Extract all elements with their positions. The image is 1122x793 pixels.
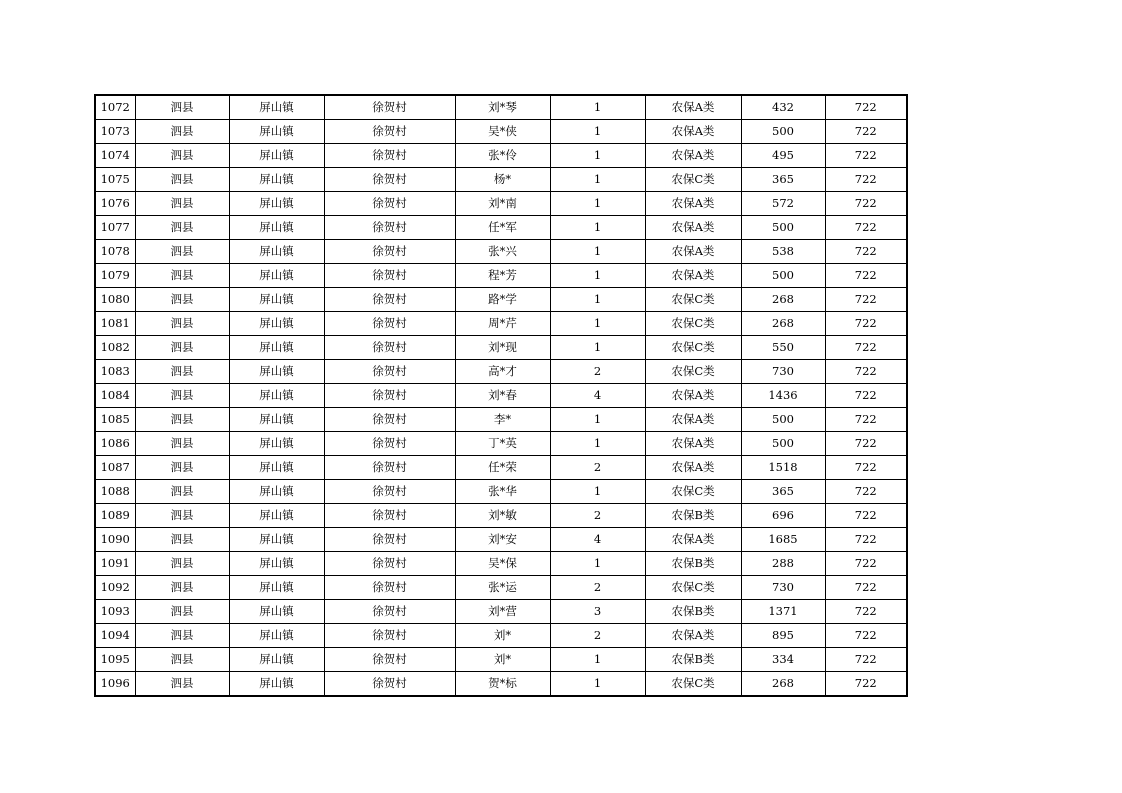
table-row xyxy=(95,456,907,480)
village-cell: 徐贺村 xyxy=(324,552,455,576)
county-cell: 泗县 xyxy=(135,456,229,480)
household-count-cell: 1 xyxy=(550,95,645,120)
row-number-cell: 1076 xyxy=(95,192,135,216)
town-cell: 屏山镇 xyxy=(229,648,324,672)
name-cell: 刘*琴 xyxy=(455,95,550,120)
table-row xyxy=(95,192,907,216)
county-cell: 泗县 xyxy=(135,576,229,600)
household-count-cell: 1 xyxy=(550,192,645,216)
code-cell: 722 xyxy=(825,168,907,192)
row-number-cell: 1081 xyxy=(95,312,135,336)
county-cell: 泗县 xyxy=(135,408,229,432)
name-cell: 吴*侠 xyxy=(455,120,550,144)
name-cell: 吴*保 xyxy=(455,552,550,576)
village-cell: 徐贺村 xyxy=(324,240,455,264)
table-row xyxy=(95,432,907,456)
category-cell: 农保A类 xyxy=(645,216,741,240)
category-cell: 农保B类 xyxy=(645,600,741,624)
category-cell: 农保A类 xyxy=(645,384,741,408)
household-count-cell: 2 xyxy=(550,456,645,480)
code-cell: 722 xyxy=(825,192,907,216)
amount-cell: 365 xyxy=(741,168,825,192)
village-cell: 徐贺村 xyxy=(324,600,455,624)
table-row xyxy=(95,528,907,552)
amount-cell: 500 xyxy=(741,408,825,432)
category-cell: 农保C类 xyxy=(645,480,741,504)
household-count-cell: 1 xyxy=(550,240,645,264)
household-count-cell: 1 xyxy=(550,288,645,312)
table-row xyxy=(95,576,907,600)
county-cell: 泗县 xyxy=(135,552,229,576)
town-cell: 屏山镇 xyxy=(229,240,324,264)
category-cell: 农保A类 xyxy=(645,528,741,552)
town-cell: 屏山镇 xyxy=(229,384,324,408)
name-cell: 刘*春 xyxy=(455,384,550,408)
village-cell: 徐贺村 xyxy=(324,432,455,456)
table-row xyxy=(95,144,907,168)
amount-cell: 334 xyxy=(741,648,825,672)
code-cell: 722 xyxy=(825,528,907,552)
code-cell: 722 xyxy=(825,216,907,240)
row-number-cell: 1096 xyxy=(95,672,135,697)
amount-cell: 696 xyxy=(741,504,825,528)
village-cell: 徐贺村 xyxy=(324,576,455,600)
town-cell: 屏山镇 xyxy=(229,216,324,240)
village-cell: 徐贺村 xyxy=(324,648,455,672)
code-cell: 722 xyxy=(825,672,907,697)
town-cell: 屏山镇 xyxy=(229,288,324,312)
code-cell: 722 xyxy=(825,312,907,336)
name-cell: 刘* xyxy=(455,624,550,648)
table-row xyxy=(95,552,907,576)
code-cell: 722 xyxy=(825,288,907,312)
county-cell: 泗县 xyxy=(135,240,229,264)
village-cell: 徐贺村 xyxy=(324,120,455,144)
category-cell: 农保A类 xyxy=(645,120,741,144)
code-cell: 722 xyxy=(825,648,907,672)
town-cell: 屏山镇 xyxy=(229,528,324,552)
amount-cell: 895 xyxy=(741,624,825,648)
county-cell: 泗县 xyxy=(135,672,229,697)
name-cell: 高*才 xyxy=(455,360,550,384)
amount-cell: 538 xyxy=(741,240,825,264)
table-row xyxy=(95,264,907,288)
household-count-cell: 2 xyxy=(550,360,645,384)
household-count-cell: 1 xyxy=(550,432,645,456)
amount-cell: 572 xyxy=(741,192,825,216)
code-cell: 722 xyxy=(825,336,907,360)
code-cell: 722 xyxy=(825,456,907,480)
name-cell: 刘* xyxy=(455,648,550,672)
household-count-cell: 1 xyxy=(550,480,645,504)
category-cell: 农保B类 xyxy=(645,504,741,528)
village-cell: 徐贺村 xyxy=(324,528,455,552)
table-row xyxy=(95,360,907,384)
household-count-cell: 4 xyxy=(550,384,645,408)
row-number-cell: 1078 xyxy=(95,240,135,264)
code-cell: 722 xyxy=(825,504,907,528)
row-number-cell: 1087 xyxy=(95,456,135,480)
town-cell: 屏山镇 xyxy=(229,192,324,216)
category-cell: 农保C类 xyxy=(645,576,741,600)
county-cell: 泗县 xyxy=(135,120,229,144)
amount-cell: 500 xyxy=(741,432,825,456)
code-cell: 722 xyxy=(825,600,907,624)
amount-cell: 365 xyxy=(741,480,825,504)
household-count-cell: 1 xyxy=(550,264,645,288)
village-cell: 徐贺村 xyxy=(324,264,455,288)
village-cell: 徐贺村 xyxy=(324,504,455,528)
category-cell: 农保C类 xyxy=(645,360,741,384)
county-cell: 泗县 xyxy=(135,312,229,336)
code-cell: 722 xyxy=(825,264,907,288)
name-cell: 刘*现 xyxy=(455,336,550,360)
name-cell: 任*军 xyxy=(455,216,550,240)
row-number-cell: 1091 xyxy=(95,552,135,576)
name-cell: 张*华 xyxy=(455,480,550,504)
town-cell: 屏山镇 xyxy=(229,360,324,384)
village-cell: 徐贺村 xyxy=(324,624,455,648)
row-number-cell: 1072 xyxy=(95,95,135,120)
county-cell: 泗县 xyxy=(135,192,229,216)
village-cell: 徐贺村 xyxy=(324,336,455,360)
household-count-cell: 4 xyxy=(550,528,645,552)
name-cell: 程*芳 xyxy=(455,264,550,288)
row-number-cell: 1082 xyxy=(95,336,135,360)
county-cell: 泗县 xyxy=(135,528,229,552)
table-row xyxy=(95,504,907,528)
row-number-cell: 1090 xyxy=(95,528,135,552)
amount-cell: 730 xyxy=(741,576,825,600)
row-number-cell: 1095 xyxy=(95,648,135,672)
table-row xyxy=(95,672,907,697)
row-number-cell: 1084 xyxy=(95,384,135,408)
village-cell: 徐贺村 xyxy=(324,144,455,168)
category-cell: 农保A类 xyxy=(645,240,741,264)
household-count-cell: 1 xyxy=(550,120,645,144)
row-number-cell: 1092 xyxy=(95,576,135,600)
name-cell: 任*荣 xyxy=(455,456,550,480)
town-cell: 屏山镇 xyxy=(229,264,324,288)
household-count-cell: 1 xyxy=(550,552,645,576)
household-count-cell: 1 xyxy=(550,144,645,168)
village-cell: 徐贺村 xyxy=(324,456,455,480)
village-cell: 徐贺村 xyxy=(324,672,455,697)
county-cell: 泗县 xyxy=(135,480,229,504)
category-cell: 农保B类 xyxy=(645,648,741,672)
category-cell: 农保A类 xyxy=(645,144,741,168)
row-number-cell: 1093 xyxy=(95,600,135,624)
county-cell: 泗县 xyxy=(135,288,229,312)
name-cell: 贺*标 xyxy=(455,672,550,697)
town-cell: 屏山镇 xyxy=(229,168,324,192)
table-row xyxy=(95,648,907,672)
code-cell: 722 xyxy=(825,624,907,648)
county-cell: 泗县 xyxy=(135,264,229,288)
row-number-cell: 1077 xyxy=(95,216,135,240)
amount-cell: 1371 xyxy=(741,600,825,624)
name-cell: 刘*敏 xyxy=(455,504,550,528)
code-cell: 722 xyxy=(825,240,907,264)
town-cell: 屏山镇 xyxy=(229,456,324,480)
village-cell: 徐贺村 xyxy=(324,168,455,192)
town-cell: 屏山镇 xyxy=(229,624,324,648)
row-number-cell: 1080 xyxy=(95,288,135,312)
amount-cell: 268 xyxy=(741,312,825,336)
amount-cell: 550 xyxy=(741,336,825,360)
town-cell: 屏山镇 xyxy=(229,408,324,432)
row-number-cell: 1074 xyxy=(95,144,135,168)
row-number-cell: 1086 xyxy=(95,432,135,456)
name-cell: 丁*英 xyxy=(455,432,550,456)
household-count-cell: 1 xyxy=(550,168,645,192)
amount-cell: 730 xyxy=(741,360,825,384)
category-cell: 农保A类 xyxy=(645,408,741,432)
household-count-cell: 3 xyxy=(550,600,645,624)
code-cell: 722 xyxy=(825,384,907,408)
household-count-cell: 1 xyxy=(550,648,645,672)
category-cell: 农保A类 xyxy=(645,264,741,288)
code-cell: 722 xyxy=(825,432,907,456)
row-number-cell: 1085 xyxy=(95,408,135,432)
row-number-cell: 1079 xyxy=(95,264,135,288)
table-row xyxy=(95,312,907,336)
table-row xyxy=(95,120,907,144)
category-cell: 农保A类 xyxy=(645,432,741,456)
household-count-cell: 1 xyxy=(550,216,645,240)
amount-cell: 1685 xyxy=(741,528,825,552)
village-cell: 徐贺村 xyxy=(324,216,455,240)
town-cell: 屏山镇 xyxy=(229,552,324,576)
table-row xyxy=(95,95,907,120)
table-row xyxy=(95,288,907,312)
table-row xyxy=(95,624,907,648)
amount-cell: 268 xyxy=(741,288,825,312)
amount-cell: 432 xyxy=(741,95,825,120)
village-cell: 徐贺村 xyxy=(324,192,455,216)
category-cell: 农保A类 xyxy=(645,192,741,216)
name-cell: 刘*营 xyxy=(455,600,550,624)
amount-cell: 500 xyxy=(741,264,825,288)
town-cell: 屏山镇 xyxy=(229,312,324,336)
county-cell: 泗县 xyxy=(135,384,229,408)
name-cell: 路*学 xyxy=(455,288,550,312)
household-count-cell: 1 xyxy=(550,312,645,336)
household-count-cell: 2 xyxy=(550,504,645,528)
county-cell: 泗县 xyxy=(135,336,229,360)
name-cell: 李* xyxy=(455,408,550,432)
table-row xyxy=(95,336,907,360)
table-row xyxy=(95,408,907,432)
county-cell: 泗县 xyxy=(135,432,229,456)
name-cell: 张*兴 xyxy=(455,240,550,264)
code-cell: 722 xyxy=(825,576,907,600)
table-row xyxy=(95,240,907,264)
data-table xyxy=(94,94,908,697)
table-row xyxy=(95,480,907,504)
amount-cell: 268 xyxy=(741,672,825,697)
village-cell: 徐贺村 xyxy=(324,312,455,336)
table-row xyxy=(95,600,907,624)
village-cell: 徐贺村 xyxy=(324,480,455,504)
row-number-cell: 1094 xyxy=(95,624,135,648)
village-cell: 徐贺村 xyxy=(324,360,455,384)
town-cell: 屏山镇 xyxy=(229,120,324,144)
category-cell: 农保A类 xyxy=(645,624,741,648)
name-cell: 刘*安 xyxy=(455,528,550,552)
table-row xyxy=(95,168,907,192)
table-row xyxy=(95,216,907,240)
amount-cell: 500 xyxy=(741,216,825,240)
town-cell: 屏山镇 xyxy=(229,480,324,504)
code-cell: 722 xyxy=(825,120,907,144)
code-cell: 722 xyxy=(825,552,907,576)
county-cell: 泗县 xyxy=(135,624,229,648)
table-row xyxy=(95,384,907,408)
document-page xyxy=(94,94,908,697)
amount-cell: 495 xyxy=(741,144,825,168)
amount-cell: 288 xyxy=(741,552,825,576)
name-cell: 张*运 xyxy=(455,576,550,600)
category-cell: 农保A类 xyxy=(645,95,741,120)
code-cell: 722 xyxy=(825,408,907,432)
household-count-cell: 2 xyxy=(550,624,645,648)
row-number-cell: 1083 xyxy=(95,360,135,384)
category-cell: 农保C类 xyxy=(645,672,741,697)
category-cell: 农保C类 xyxy=(645,288,741,312)
town-cell: 屏山镇 xyxy=(229,95,324,120)
category-cell: 农保C类 xyxy=(645,168,741,192)
town-cell: 屏山镇 xyxy=(229,600,324,624)
code-cell: 722 xyxy=(825,95,907,120)
county-cell: 泗县 xyxy=(135,600,229,624)
village-cell: 徐贺村 xyxy=(324,408,455,432)
county-cell: 泗县 xyxy=(135,648,229,672)
household-count-cell: 2 xyxy=(550,576,645,600)
town-cell: 屏山镇 xyxy=(229,576,324,600)
code-cell: 722 xyxy=(825,144,907,168)
amount-cell: 1436 xyxy=(741,384,825,408)
amount-cell: 500 xyxy=(741,120,825,144)
name-cell: 周*芹 xyxy=(455,312,550,336)
village-cell: 徐贺村 xyxy=(324,95,455,120)
category-cell: 农保B类 xyxy=(645,552,741,576)
village-cell: 徐贺村 xyxy=(324,384,455,408)
row-number-cell: 1089 xyxy=(95,504,135,528)
town-cell: 屏山镇 xyxy=(229,672,324,697)
row-number-cell: 1088 xyxy=(95,480,135,504)
row-number-cell: 1075 xyxy=(95,168,135,192)
town-cell: 屏山镇 xyxy=(229,432,324,456)
village-cell: 徐贺村 xyxy=(324,288,455,312)
county-cell: 泗县 xyxy=(135,95,229,120)
household-count-cell: 1 xyxy=(550,336,645,360)
town-cell: 屏山镇 xyxy=(229,504,324,528)
name-cell: 张*伶 xyxy=(455,144,550,168)
name-cell: 杨* xyxy=(455,168,550,192)
table-body xyxy=(95,95,907,696)
household-count-cell: 1 xyxy=(550,672,645,697)
household-count-cell: 1 xyxy=(550,408,645,432)
county-cell: 泗县 xyxy=(135,216,229,240)
amount-cell: 1518 xyxy=(741,456,825,480)
code-cell: 722 xyxy=(825,480,907,504)
row-number-cell: 1073 xyxy=(95,120,135,144)
category-cell: 农保C类 xyxy=(645,336,741,360)
county-cell: 泗县 xyxy=(135,168,229,192)
county-cell: 泗县 xyxy=(135,360,229,384)
town-cell: 屏山镇 xyxy=(229,144,324,168)
name-cell: 刘*南 xyxy=(455,192,550,216)
county-cell: 泗县 xyxy=(135,504,229,528)
county-cell: 泗县 xyxy=(135,144,229,168)
town-cell: 屏山镇 xyxy=(229,336,324,360)
category-cell: 农保A类 xyxy=(645,456,741,480)
category-cell: 农保C类 xyxy=(645,312,741,336)
code-cell: 722 xyxy=(825,360,907,384)
